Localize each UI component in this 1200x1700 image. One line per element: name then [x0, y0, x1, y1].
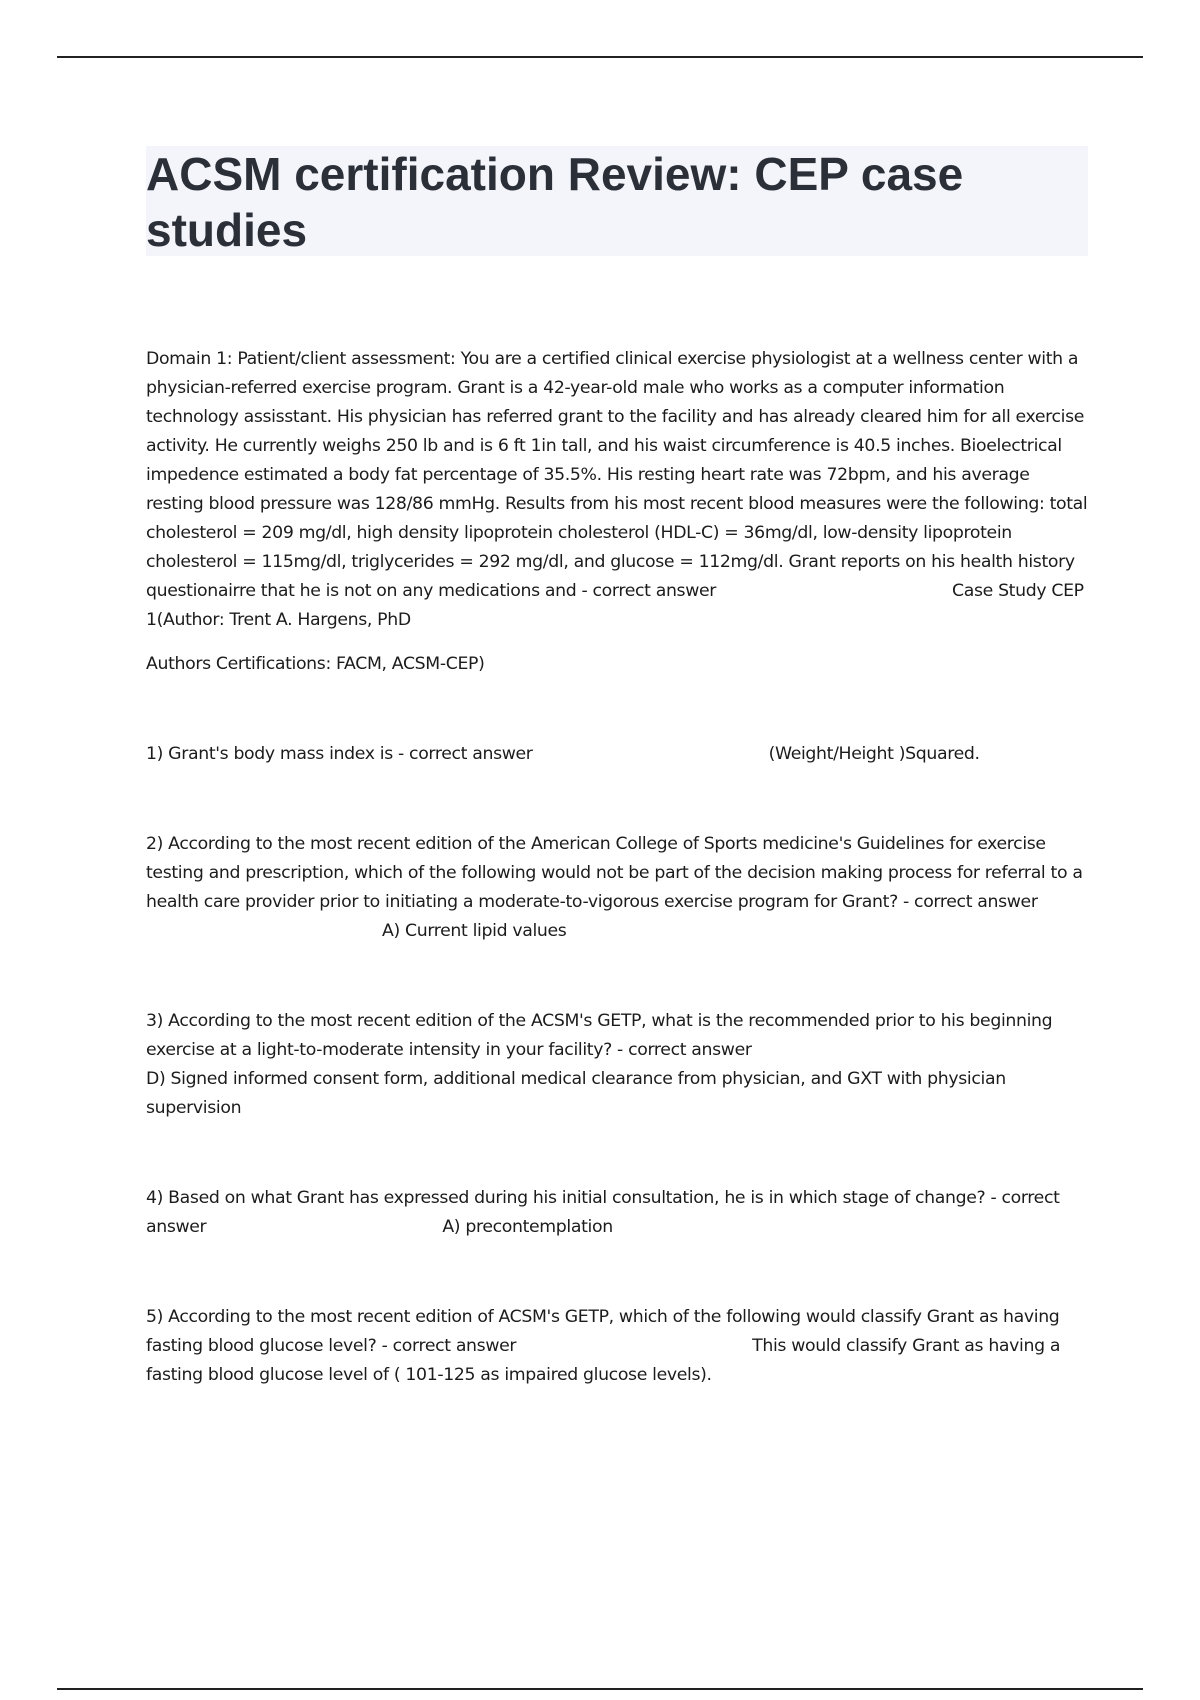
question-5-answer: This would classify Grant as having a fasting blood glucose level of ( 101-125 as impaired glucose levels).	[146, 1336, 1061, 1385]
question-3	[146, 1007, 1090, 1123]
document-body	[146, 345, 1090, 1390]
intro-answer: Case Study CEP 1(Author: Trent A. Hargens, PhD	[146, 581, 1084, 630]
question-3-text: 3) According to the most recent edition of the ACSM's GETP, what is the recommended prior to his beginning exercise at a light-to-moderate intensity in your facility? - correct answer	[146, 1011, 1053, 1060]
question-4	[146, 1184, 1090, 1242]
intro-text: Domain 1: Patient/client assessment: You are a certified clinical exercise physiologist at a wellness center with a physician-referred exercise program. Grant is a 42-year-old male who works as a computer information technology assisstant. His physician has referred grant to the facility and has already cleared him for all exercise activity. He currently weighs 250 lb and is 6 ft 1in tall, and his waist circumference is 40.5 inches. Bioelectrical impedence estimated a body fat percentage of 35.5%. His resting heart rate was 72bpm, and his average resting blood pressure was 128/86 mmHg. Results from his most recent blood measures were the following: total cholesterol = 209 mg/dl, high density lipoprotein cholesterol (HDL-C) = 36mg/dl, low-density lipoprotein cholesterol = 115mg/dl, triglycerides = 292 mg/dl, and glucose = 112mg/dl. Grant reports on his health history questionairre that he is not on any medications and - correct answer	[146, 349, 1088, 601]
question-4-answer: A) precontemplation	[442, 1217, 613, 1237]
question-5-text: 5) According to the most recent edition of ACSM's GETP, which of the following would classify Grant as having fasting blood glucose level? - correct answer	[146, 1307, 1060, 1356]
question-1-answer: (Weight/Height )Squared.	[768, 744, 980, 764]
question-5	[146, 1303, 1090, 1390]
question-2	[146, 830, 1090, 946]
title-block	[146, 146, 1088, 256]
question-1-text: 1) Grant's body mass index is - correct answer	[146, 744, 533, 764]
authors-line: Authors Certifications: FACM, ACSM-CEP)	[146, 654, 485, 674]
document-title: ACSM certification Review: CEP case studies	[146, 148, 964, 256]
top-divider	[57, 56, 1143, 58]
bottom-divider	[57, 1688, 1143, 1690]
question-4-text: 4) Based on what Grant has expressed during his initial consultation, he is in which stage of change? - correct answer	[146, 1188, 1060, 1237]
intro-paragraph	[146, 345, 1090, 635]
question-3-answer: D) Signed informed consent form, additional medical clearance from physician, and GXT with physician supervision	[146, 1069, 1006, 1118]
question-1	[146, 740, 1090, 769]
question-2-text: 2) According to the most recent edition of the American College of Sports medicine's Guidelines for exercise testing and prescription, which of the following would not be part of the decision making process for referral to a health care provider prior to initiating a moderate-to-vigorous exercise program for Grant? - correct answer	[146, 834, 1083, 912]
question-2-answer: A) Current lipid values	[382, 921, 567, 941]
